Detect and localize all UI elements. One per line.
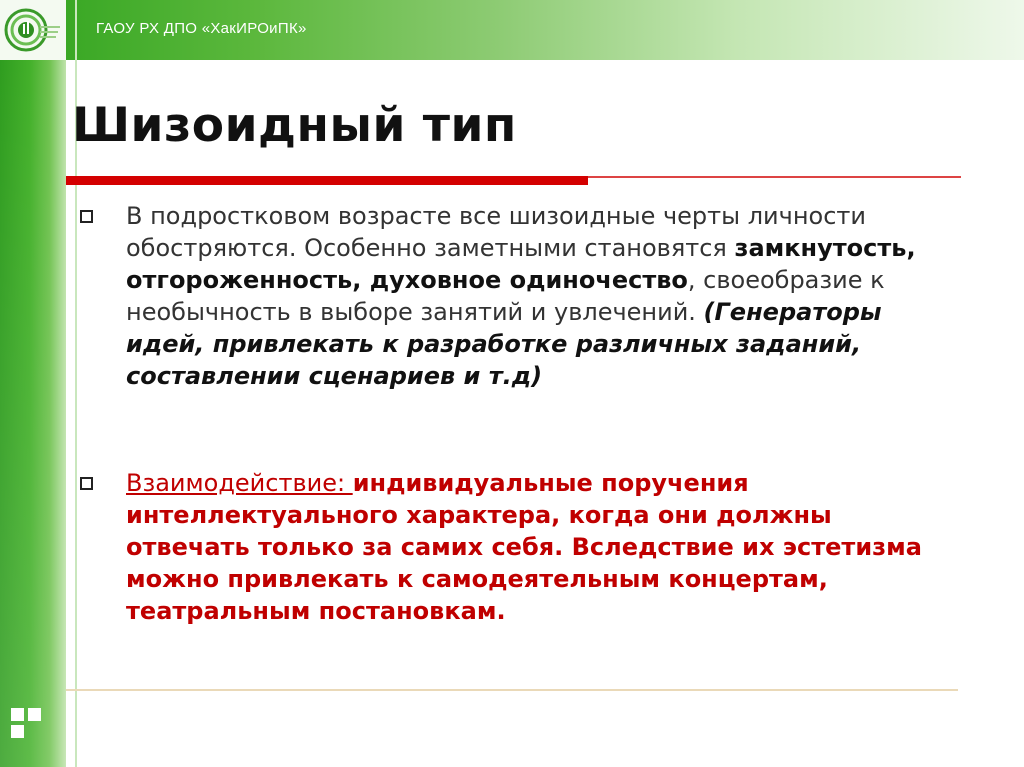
slide-title: Шизоидный тип (72, 98, 517, 153)
bullet1-italic: (Генераторы идей, привлекать к разработке различных заданий, составлении сценариев и т.д) (126, 298, 882, 390)
title-underline-thin (588, 176, 961, 178)
left-decor-band (0, 0, 66, 767)
bullet-square-icon (80, 210, 93, 223)
bullet-paragraph-2 (126, 467, 956, 627)
interaction-label: Взаимодействие: (126, 469, 353, 497)
footer-divider (66, 689, 958, 691)
title-underline (66, 176, 588, 185)
bullet1-text-2: , своеобразие к необычность в выборе занятий и увлечений. (126, 266, 885, 326)
bullet-square-icon (80, 477, 93, 490)
interaction-text: индивидуальные поручения интеллектуального характера, когда они должны отвечать только за самих себя. Вследствие их эстетизма можно привлекать к самодеятельным концертам, театральным постановкам. (126, 469, 922, 625)
logo (0, 0, 66, 60)
bullet1-bold: замкнутость, отгороженность, духовное одиночество (126, 234, 916, 294)
org-title: ГАОУ РХ ДПО «ХакИРОиПК» (96, 20, 307, 37)
bullet1-text-1: В подростковом возрасте все шизоидные черты личности обостряются. Особенно заметными становятся (126, 202, 866, 262)
bullet-paragraph-1 (126, 200, 956, 392)
circular-logo-icon (4, 4, 62, 56)
